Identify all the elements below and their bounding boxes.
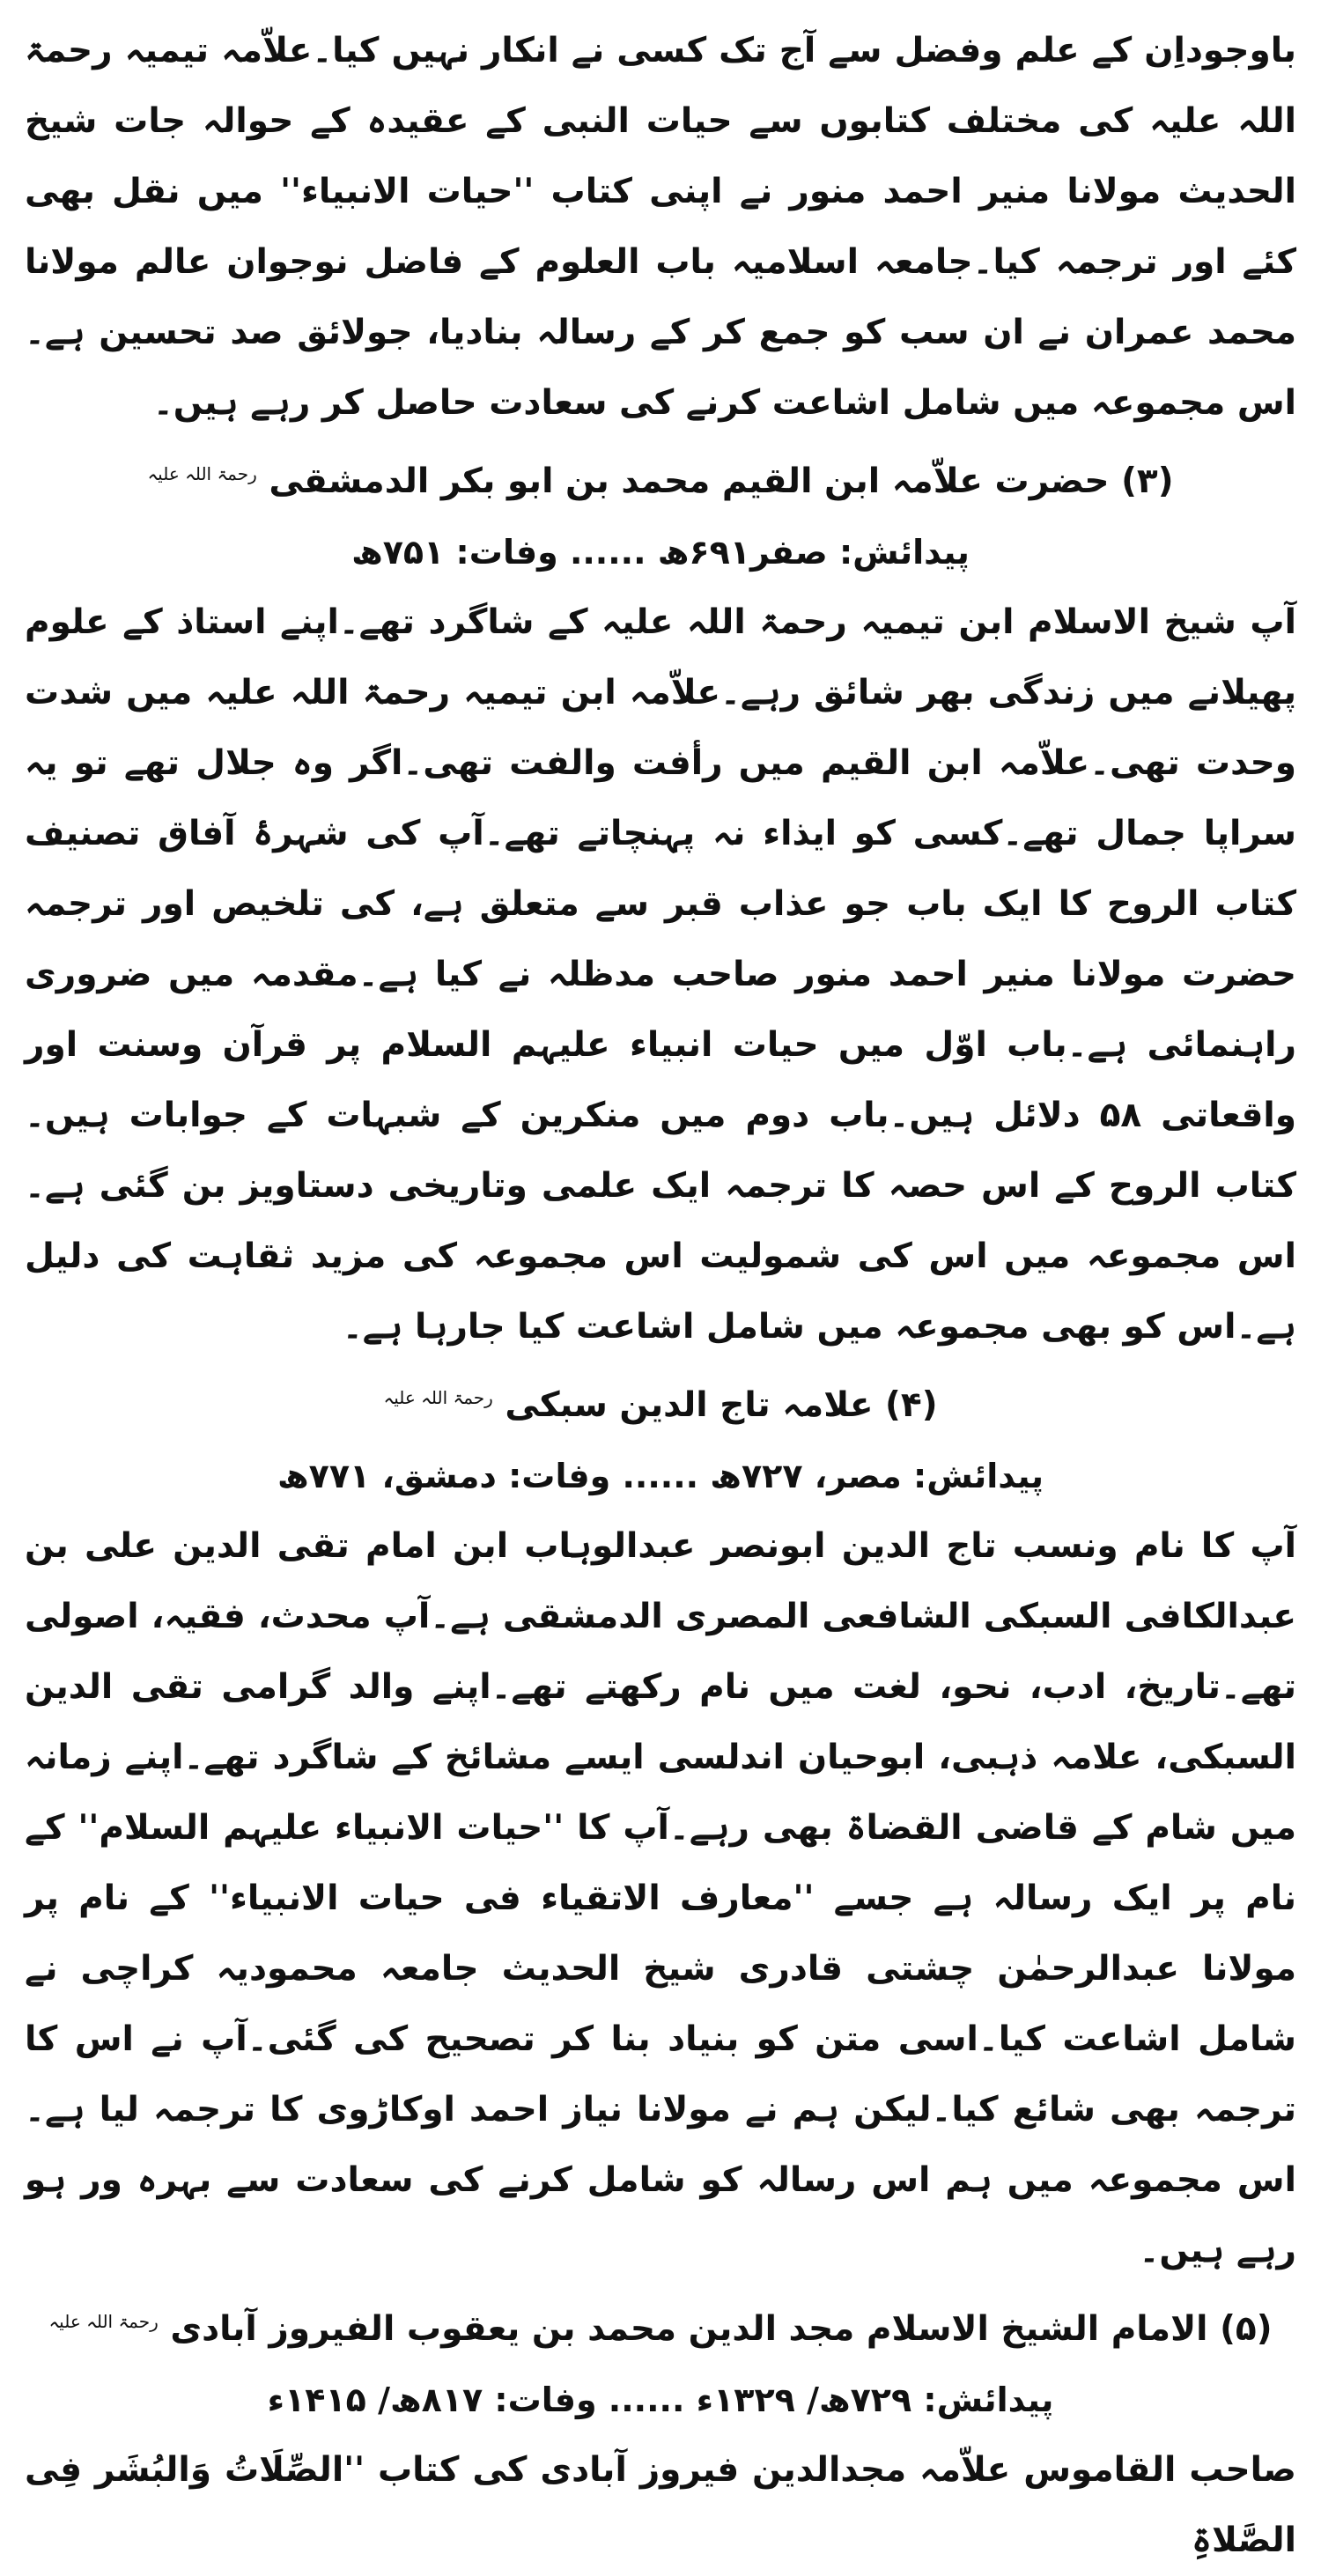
section-body-4: آپ کا نام ونسب تاج الدین ابونصر عبدالوہاب ابن امام تقی الدین علی بن عبدالکافی السبکی الشافعی المصری الدمشقی ہے۔آپ محدث، فقیہ، اصولی تھے۔تاریخ، ادب، نحو، لغت میں نام رکھتے تھے۔اپنے والد گرامی تقی الدین السبکی، علامہ ذہبی، ابوحیان اندلسی ایسے مشائخ کے شاگرد تھے۔اپنے زمانہ میں شام کے قاضی القضاۃ بھی رہے۔آپ کا ''حیات الانبیاء علیہم السلام'' کے نام پر ایک رسالہ ہے جسے ''معارف الاتقیاء فی حیات الانبیاء'' کے نام پر مولانا عبدالرحمٰن چشتی قادری شیخ الحدیث جامعہ محمودیہ کراچی نے شامل اشاعت کیا۔اسی متن کو بنیاد بنا کر تصحیح کی گئی۔آپ نے اس کا ترجمہ بھی شائع کیا۔لیکن ہم نے مولانا نیاز احمد اوکاڑوی کا ترجمہ لیا ہے۔اس مجموعہ میں ہم اس رسالہ کو شامل کرنے کی سعادت سے بہرہ ور ہو رہے ہیں۔ bbox=[25, 1526, 1296, 2270]
section-dates-5: پیدائش: ۷۲۹ھ/ ۱۳۲۹ء ...... وفات: ۸۱۷ھ/ ۱۴۱۵ء bbox=[267, 2380, 1054, 2419]
section-heading-text: (۳) حضرت علاّمہ ابن القیم محمد بن ابو بکر الدمشقی bbox=[269, 461, 1174, 501]
honorific-mark: رحمۃ اللہ علیہ bbox=[383, 1387, 493, 1408]
intro-paragraph: باوجوداِن کے علم وفضل سے آج تک کسی نے انکار نہیں کیا۔علاّمہ تیمیہ رحمۃ اللہ علیہ کی مختلف کتابوں سے حیات النبی کے عقیدہ کے حوالہ جات شیخ الحدیث مولانا منیر احمد منور نے اپنی کتاب ''حیات الانبیاء'' میں نقل بھی کئے اور ترجمہ کیا۔جامعہ اسلامیہ باب العلوم کے فاضل نوجوان عالم مولانا محمد عمران نے ان سب کو جمع کر کے رسالہ بنادیا، جولائق صد تحسین ہے۔اس مجموعہ میں شامل اشاعت کرنے کی سعادت حاصل کر رہے ہیں۔ bbox=[25, 31, 1296, 423]
section-heading-4 bbox=[25, 1362, 1296, 1441]
section-dates-4: پیدائش: مصر، ۷۲۷ھ ...... وفات: دمشق، ۷۷۱ھ bbox=[277, 1457, 1044, 1495]
honorific-mark: رحمۃ اللہ علیہ bbox=[147, 463, 257, 484]
section-body-5: صاحب القاموس علاّمہ مجدالدین فیروز آبادی کی کتاب ''الصِّلَاتُ وَالبُشَر فِی الصَّلاۃِ bbox=[25, 2450, 1296, 2560]
section-body-3: آپ شیخ الاسلام ابن تیمیہ رحمۃ اللہ علیہ کے شاگرد تھے۔اپنے استاذ کے علوم پھیلانے میں زندگی بھر شائق رہے۔علاّمہ ابن تیمیہ رحمۃ اللہ علیہ میں شدت وحدت تھی۔علاّمہ ابن القیم میں رأفت والفت تھی۔اگر وہ جلال تھے تو یہ سراپا جمال تھے۔کسی کو ایذاء نہ پہنچاتے تھے۔آپ کی شہرۂ آفاق تصنیف کتاب الروح کا ایک باب جو عذاب قبر سے متعلق ہے، کی تلخیص اور ترجمہ حضرت مولانا منیر احمد منور صاحب مدظلہ نے کیا ہے۔مقدمہ میں ضروری راہنمائی ہے۔باب اوّل میں حیات انبیاء علیہم السلام پر قرآن وسنت اور واقعاتی ۵۸ دلائل ہیں۔باب دوم میں منکرین کے شبہات کے جوابات ہیں۔کتاب الروح کے اس حصہ کا ترجمہ ایک علمی وتاریخی دستاویز بن گئی ہے۔اس مجموعہ میں اس کی شمولیت اس مجموعہ کی مزید ثقاہت کی دلیل ہے۔اس کو بھی مجموعہ میں شامل اشاعت کیا جارہا ہے۔ bbox=[25, 602, 1296, 1347]
section-dates-3: پیدائش: صفر۶۹۱ھ ...... وفات: ۷۵۱ھ bbox=[351, 533, 970, 572]
honorific-mark: رحمۃ اللہ علیہ bbox=[48, 2311, 159, 2332]
document-page bbox=[25, 16, 1296, 2560]
section-heading-5 bbox=[25, 2286, 1296, 2365]
section-heading-text: (۵) الامام الشیخ الاسلام مجد الدین محمد بن یعقوب الفیروز آبادی bbox=[170, 2309, 1273, 2349]
section-heading-text: (۴) علامہ تاج الدین سبکی bbox=[505, 1385, 938, 1425]
section-heading-3 bbox=[25, 439, 1296, 517]
